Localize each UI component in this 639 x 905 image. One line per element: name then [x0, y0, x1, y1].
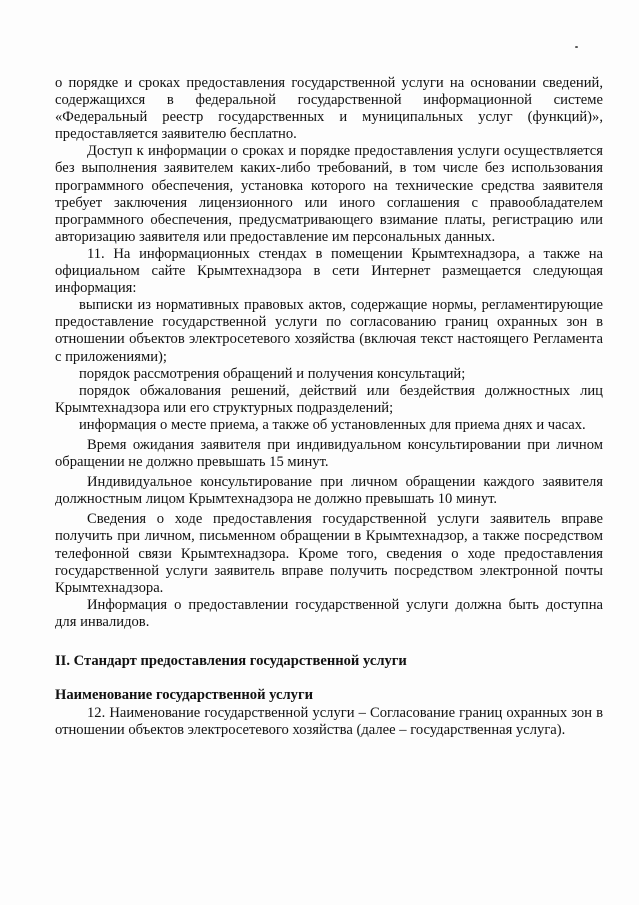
paragraph-individual-consulting: Индивидуальное консультирование при личном обращении каждого заявителя должностным лицом Крымтехнадзора не должно превышать 10 минут.	[55, 474, 603, 508]
section-heading: II. Стандарт предоставления государственной услуги	[55, 653, 407, 669]
paragraph-item-12: 12. Наименование государственной услуги – Согласование границ охранных зон в отношении объектов электросетевого хозяйства (далее – государственная услуга).	[55, 705, 603, 739]
paragraph-reception-info: информация о месте приема, а также об установленных для приема днях и часах.	[79, 416, 586, 433]
paragraph-consultations: порядок рассмотрения обращений и получения консультаций;	[79, 365, 466, 382]
document-body	[55, 75, 603, 739]
paragraph-access-info: Доступ к информации о сроках и порядке предоставления услуги осуществляется без выполнения заявителем каких-либо требований, в том числе без использования программного обеспечения, установка которого на технические средства заявителя требует заключения лицензионного или иного соглашения с правообладателем программного обеспечения, предусматривающего взимание платы, регистрацию или авторизацию заявителя или предоставление им персональных данных.	[55, 143, 603, 245]
paragraph-accessibility: Информация о предоставлении государственной услуги должна быть доступна для инвалидов.	[55, 596, 603, 630]
subsection-heading: Наименование государственной услуги	[55, 687, 313, 704]
paragraph-appeals: порядок обжалования решений, действий или бездействия должностных лиц Крымтехнадзора или его структурных подразделений;	[55, 382, 603, 416]
paragraph-item-11: 11. На информационных стендах в помещении Крымтехнадзора, а также на официальном сайте Крымтехнадзора в сети Интернет размещается следующая информация:	[55, 245, 603, 297]
paragraph-continuation: о порядке и сроках предоставления государственной услуги на основании сведений, содержащихся в федеральной государственной информационной системе «Федеральный реестр государственных и муниципальных услуг (функций)», предоставляется заявителю бесплатно.	[55, 75, 603, 143]
scan-speck	[575, 46, 578, 48]
paragraph-waiting-time: Время ожидания заявителя при индивидуальном консультировании при личном обращении не должно превышать 15 минут.	[55, 436, 603, 471]
paragraph-excerpts: выписки из нормативных правовых актов, содержащие нормы, регламентирующие предоставление государственной услуги по согласованию границ охранных зон в отношении объектов электросетевого хозяйства (включая текст настоящего Регламента с приложениями);	[55, 297, 603, 365]
paragraph-progress-info: Сведения о ходе предоставления государственной услуги заявитель вправе получить при личном, письменном обращении в Крымтехнадзор, а также посредством телефонной связи Крымтехнадзора. Кроме того, сведения о ходе предоставления государственной услуги заявитель вправе получить посредством электронной почты Крымтехнадзора.	[55, 511, 603, 596]
